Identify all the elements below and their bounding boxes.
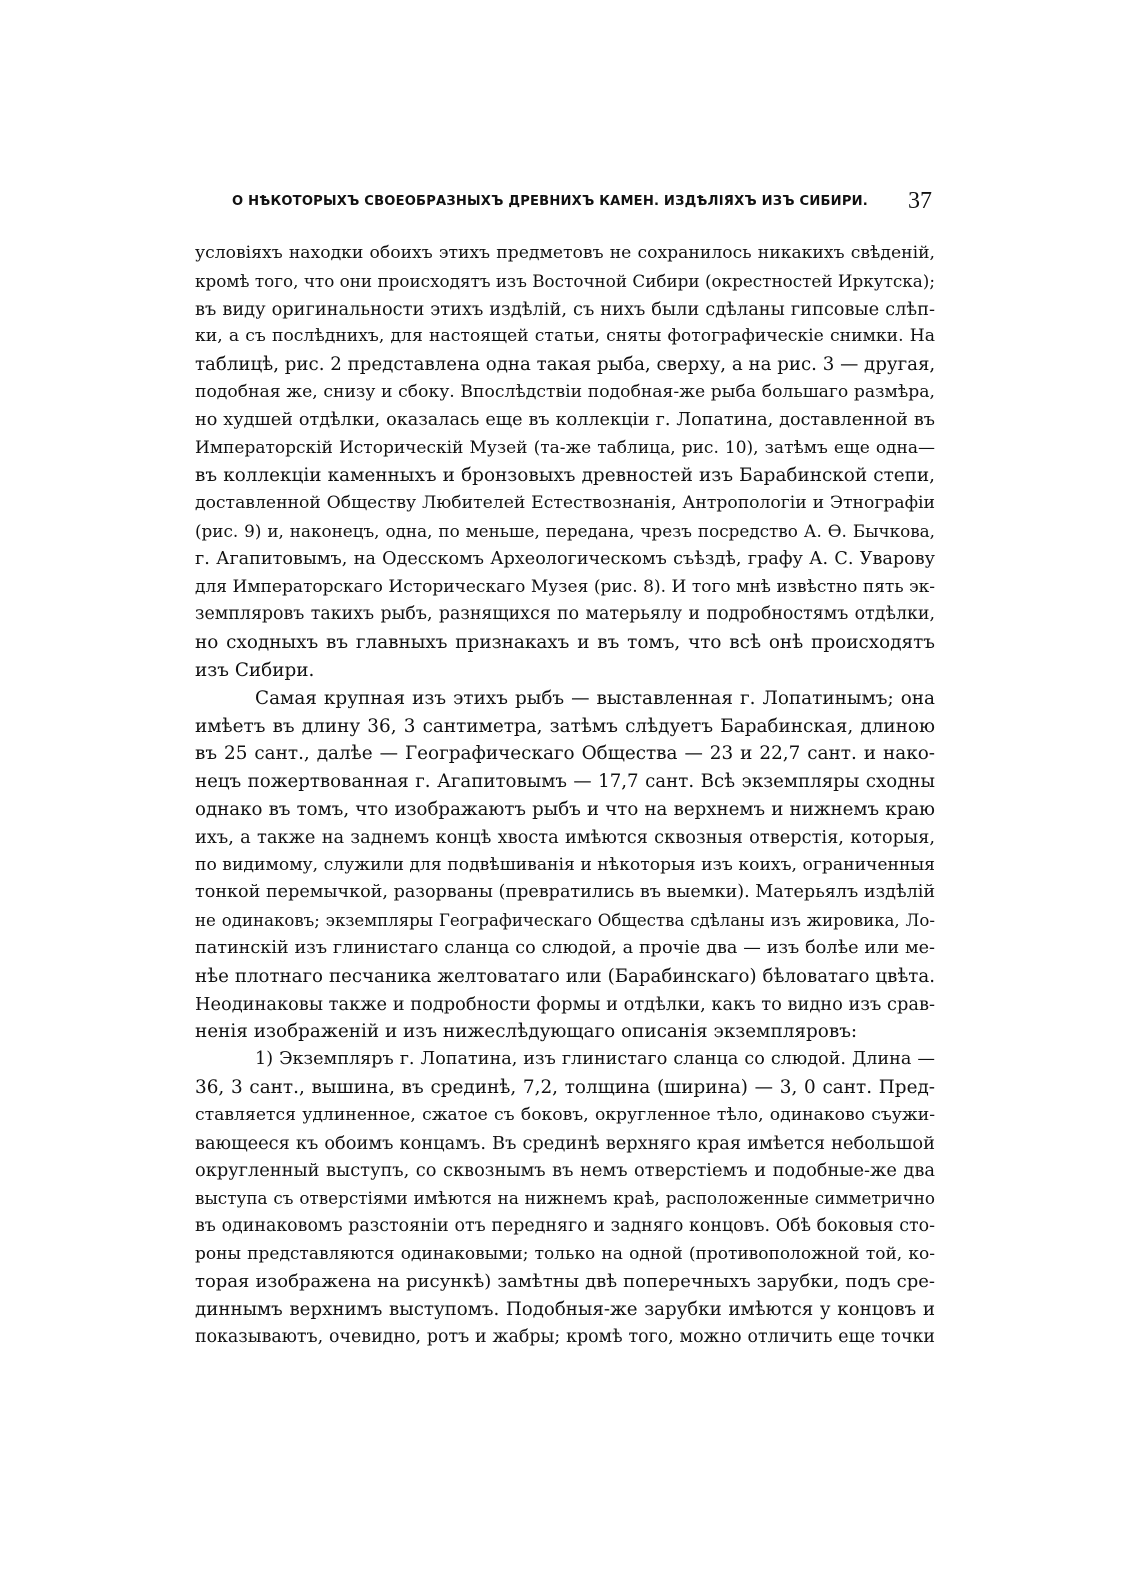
text-line: ненія изображеній и изъ нижеслѣдующаго описанія экземпляровъ: — [195, 1021, 858, 1043]
page-number: 37 — [908, 188, 932, 214]
text-line: въ одинаковомъ разстояніи отъ передняго и задняго концовъ. Обѣ боковыя сто- — [195, 1215, 935, 1236]
text-line: диннымъ верхнимъ выступомъ. Подобныя-же зарубки имѣются у концовъ и — [195, 1299, 935, 1321]
text-line: (рис. 9) и, наконецъ, одна, по меньше, передана, чрезъ посредство А. Ѳ. Бычкова, — [195, 520, 935, 541]
running-title: О НѢКОТОРЫХЪ СВОЕОБРАЗНЫХЪ ДРЕВНИХЪ КАМЕН. ИЗДѢЛІЯХЪ ИЗЪ СИБИРИ. — [232, 194, 868, 209]
text-line: ставляется удлиненное, сжатое съ боковъ, округленное тѣло, одинаково съужи- — [195, 1104, 935, 1125]
text-line: въ коллекціи каменныхъ и бронзовыхъ древностей изъ Барабинской степи, — [195, 465, 935, 487]
text-line: торая изображена на рисункѣ) замѣтны двѣ поперечныхъ зарубки, подъ сре- — [195, 1271, 935, 1293]
text-line: Неодинаковы также и подробности формы и отдѣлки, какъ то видно изъ срав- — [195, 993, 935, 1015]
paragraph-first-line: Самая крупная изъ этихъ рыбъ — выставленная г. Лопатинымъ; она — [255, 687, 935, 709]
text-line: показываютъ, очевидно, ротъ и жабры; кромѣ того, можно отличить еще точки — [195, 1327, 935, 1348]
text-line: нецъ пожертвованная г. Агапитовымъ — 17,7 сант. Всѣ экземпляры сходны — [195, 771, 935, 793]
text-line: вающееся къ обоимъ концамъ. Въ срединѣ верхняго края имѣется небольшой — [195, 1132, 935, 1154]
text-line: Императорскій Историческій Музей (та-же таблица, рис. 10), затѣмъ еще одна— — [195, 437, 935, 458]
text-line: нѣе плотнаго песчаника желтоватаго или (Барабинскаго) бѣловатаго цвѣта. — [195, 965, 935, 987]
text-line: не одинаковъ; экземпляры Географическаго Общества сдѣланы изъ жировика, Ло- — [195, 911, 935, 931]
text-line: г. Агапитовымъ, на Одесскомъ Археологическомъ съѣздѣ, графу А. С. Уварову — [195, 548, 935, 569]
text-line: для Императорскаго Историческаго Музея (рис. 8). И того мнѣ извѣстно пять эк- — [195, 576, 935, 597]
text-line: но худшей отдѣлки, оказалась еще въ коллекціи г. Лопатина, доставленной въ — [195, 409, 935, 430]
text-line: патинскій изъ глинистаго сланца со слюдой, а прочіе два — изъ болѣе или ме- — [195, 937, 935, 958]
text-line: выступа съ отверстіями имѣются на нижнемъ краѣ, расположенные симметрично — [195, 1188, 935, 1209]
text-line: однако въ томъ, что изображаютъ рыбъ и что на верхнемъ и нижнемъ краю — [195, 798, 935, 820]
text-line: доставленной Обществу Любителей Естествознанія, Антропологіи и Этнографіи — [195, 493, 935, 514]
text-line: но сходныхъ въ главныхъ признакахъ и въ томъ, что всѣ онѣ происходятъ — [195, 632, 935, 654]
text-line: ихъ, а также на заднемъ концѣ хвоста имѣются сквозныя отверстія, которыя, — [195, 826, 935, 848]
text-line: таблицѣ, рис. 2 представлена одна такая рыба, сверху, а на рис. 3 — другая, — [195, 354, 935, 376]
text-line: 36, 3 сант., вышина, въ срединѣ, 7,2, толщина (ширина) — 3, 0 сант. Пред- — [195, 1076, 935, 1098]
text-line: округленный выступъ, со сквознымъ въ немъ отверстіемъ и подобные-же два — [195, 1160, 935, 1182]
text-line: по видимому, служили для подвѣшиванія и нѣкоторыя изъ коихъ, ограниченныя — [195, 854, 935, 875]
text-line: подобная же, снизу и сбоку. Впослѣдствіи подобная-же рыба большаго размѣра, — [195, 381, 935, 402]
text-line: въ виду оригинальности этихъ издѣлій, съ нихъ были сдѣланы гипсовые слѣп- — [195, 298, 935, 320]
text-line: въ 25 сант., далѣе — Географическаго Общества — 23 и 22,7 сант. и нако- — [195, 743, 935, 765]
text-line: роны представляются одинаковыми; только на одной (противоположной той, ко- — [195, 1243, 935, 1264]
running-head — [232, 190, 932, 220]
paragraph-first-line: 1) Экземпляръ г. Лопатина, изъ глинистаго сланца со слюдой. Длина — — [255, 1049, 935, 1070]
text-line: изъ Сибири. — [195, 659, 315, 681]
text-line: условіяхъ находки обоихъ этихъ предметовъ не сохранилось никакихъ свѣденій, — [195, 243, 935, 263]
text-line: кромѣ того, что они происходятъ изъ Восточной Сибири (окрестностей Иркутска); — [195, 270, 935, 291]
text-line: ки, а съ послѣднихъ, для настоящей статьи, сняты фотографическіе снимки. На — [195, 326, 935, 347]
text-line: имѣетъ въ длину 36, 3 сантиметра, затѣмъ слѣдуетъ Барабинская, длиною — [195, 715, 935, 737]
body-text — [195, 240, 935, 1352]
text-line: тонкой перемычкой, разорваны (превратились въ выемки). Матерьялъ издѣлій — [195, 882, 935, 903]
text-line: земпляровъ такихъ рыбъ, разнящихся по матерьялу и подробностямъ отдѣлки, — [195, 604, 935, 625]
